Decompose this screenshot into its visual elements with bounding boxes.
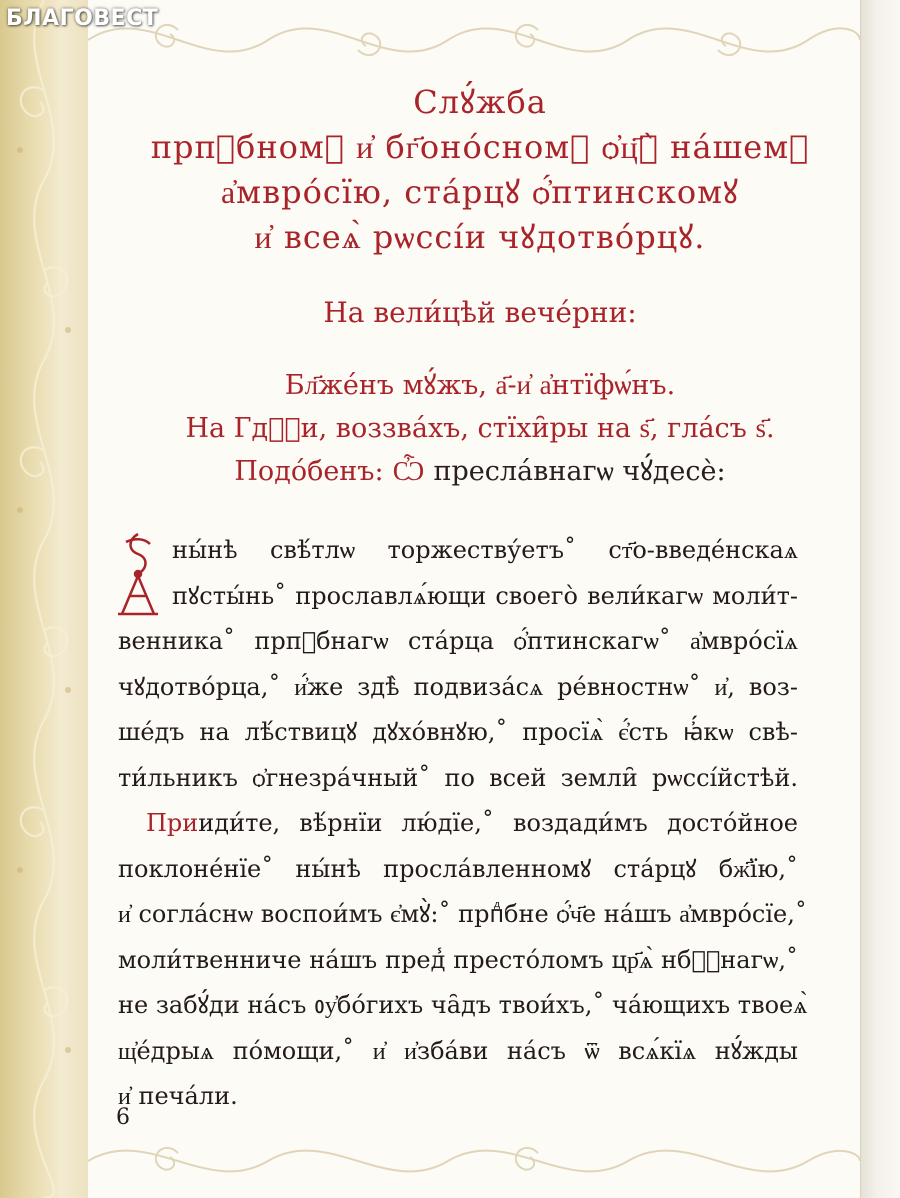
rubric-line-2 xyxy=(100,407,860,450)
text-line: поклоне́нїе˚ ны́нѣ просла́вленномꙋ ста́рцꙋ бж҃їю,˚ xyxy=(118,854,798,883)
podoben-text: пресла́внагѡ чꙋ́десѐ: xyxy=(433,456,726,487)
service-title xyxy=(100,80,860,260)
title-line: прпⷣбномꙋ и҆ бг҃оно́сномꙋ ѻ҆ц҃ꙋ̀ на́шемꙋ xyxy=(150,128,810,166)
bottom-floral-ornament xyxy=(88,1125,860,1198)
vespers-heading: На вели́цѣй вече́рни: xyxy=(323,296,637,329)
gold-ornament-border xyxy=(0,0,88,1198)
top-floral-ornament xyxy=(88,0,860,80)
rubric-text: На Гдⷭ҇и, воззва́хъ, xyxy=(185,413,469,444)
text-line: не забꙋ́ди на́съ ᲂу҆бо́гихъ ча̑дъ твои́хъ,˚ ча́ющихъ твоеѧ̀ xyxy=(118,991,808,1019)
rubric-line-1: Бл҃же́нъ мꙋ́жъ, а҃-и҆ а҆нтїфѡ́нъ. xyxy=(284,370,676,401)
floral-vine-icon xyxy=(0,0,88,1198)
title-line: и҆ всеѧ̀ рѡссі́и чꙋдотво́рцꙋ. xyxy=(254,218,706,256)
text-line: моли́твенниче на́шъ пред̾ престо́ломъ цр҃ѧ̀ нбⷭ҇нагѡ,˚ xyxy=(118,945,798,974)
watermark-logo: БЛАГОВЕСТ xyxy=(6,6,159,31)
text-line: ны́нѣ свѣ́тлѡ торжеству́етъ˚ ст҃о-введе́нскаѧ xyxy=(172,536,798,564)
text-line: и҆ согла́снѡ воспои́мъ є҆мꙋ̀:˚ прпⷣбне ѻ҆́ч҃е на́шъ а҆мвро́сїе,˚ xyxy=(118,900,807,928)
text-line: чꙋдотво́рца,˚ и҆́же здѣ̀ подвиза́сѧ ре́вностнѡ˚ и҆, воз- xyxy=(118,672,798,701)
title-line: Слꙋ́жба xyxy=(413,83,547,121)
next-page-edge xyxy=(860,0,900,1198)
page-number: 6 xyxy=(116,1105,130,1130)
rubric-block xyxy=(100,364,860,493)
rubric-text: стїхи̑ры на ѕ҃, гла́съ ѕ҃. xyxy=(477,413,775,444)
red-initial: При xyxy=(146,809,199,837)
rubric-text: Подо́бенъ: Ѽ xyxy=(234,456,425,487)
text-line xyxy=(118,801,798,847)
text-line: венника˚ прпⷣбнагѡ ста́рца ѻ҆́птинскагѡ˚ а҆мвро́сїѧ xyxy=(118,627,798,655)
text-line: ше́дъ на лѣ́ствицꙋ дꙋхо́внꙋю,˚ просїѧ̀ є҆́сть ꙗ҆́кѡ свѣ- xyxy=(118,718,798,746)
text-line: щ҆е́дрыѧ по́мощи,˚ и҆ и҆зба́ви на́съ ѿ всѧ́кїѧ нꙋ́жды xyxy=(118,1036,798,1065)
stichera-text xyxy=(118,528,808,1120)
text-line: пꙋсты́нь˚ прославлѧ́ющи своего̀ вели́кагѡ моли́т- xyxy=(172,581,798,610)
title-line: а҆мвро́сїю, ста́рцꙋ ѻ҆́птинскомꙋ xyxy=(220,173,740,211)
text-line: ти́льникъ ѻ҆гнезра́чный˚ по всей земли̑ рѡссі́йстѣй. xyxy=(118,763,798,792)
text-line: и҆ печа́ли. xyxy=(118,1082,238,1110)
rubric-line-3 xyxy=(100,450,860,493)
text-line-rest: иди́те, вѣ́рнїи лю́дїе,˚ воздади́мъ досто́йное xyxy=(198,809,798,837)
